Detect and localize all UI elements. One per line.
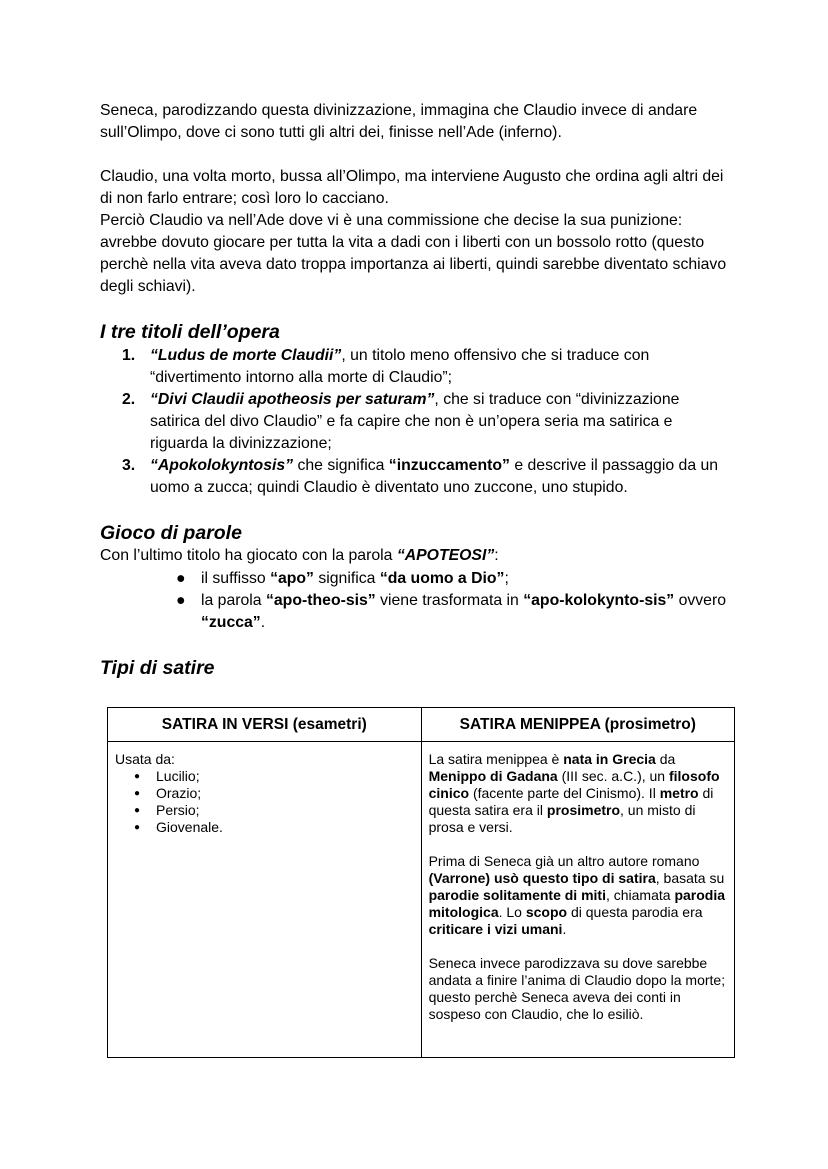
authors-list xyxy=(115,768,414,836)
intro-paragraph-2: Claudio, una volta morto, bussa all’Olimpo, ma interviene Augusto che ordina agli altri dei di non farlo entrare; così loro lo cacciano. xyxy=(100,168,724,207)
satire-types-heading: Tipi di satire xyxy=(100,657,215,679)
column-header-menippean: SATIRA MENIPPEA (prosimetro) xyxy=(421,708,734,742)
table-row xyxy=(108,742,735,1058)
list-item: ● Orazio; xyxy=(115,785,414,802)
title-name: “Divi Claudii apotheosis per saturam” xyxy=(150,391,435,408)
verse-satire-cell xyxy=(108,742,422,1058)
intro-paragraph-1: Seneca, parodizzando questa divinizzazione, immagina che Claudio invece di andare sull’Olimpo, dove ci sono tutti gli altri dei, finisse nell’Ade (inferno). xyxy=(100,102,698,141)
intro-paragraph-3: Perciò Claudio va nell’Ade dove vi è una commissione che decise la sua punizione: avrebbe dovuto giocare per tutta la vita a dadi con i liberti con un bossolo rotto (questo perchè nella vita aveva dato troppa importanza ai liberti, quindi sarebbe diventato schiavo degli schiavi). xyxy=(100,212,727,295)
wordplay-intro: Con l’ultimo titolo ha giocato con la parola “APOTEOSI”: xyxy=(100,547,499,564)
used-by-label: Usata da: xyxy=(115,751,175,767)
menippean-paragraph-1: La satira menippea è nata in Grecia da Menippo di Gadana (III sec. a.C.), un filosofo cinico (facente parte del Cinismo). Il metro di questa satira era il prosimetro, un misto di prosa e versi. xyxy=(428,751,720,835)
title-name: “Ludus de morte Claudii” xyxy=(150,347,342,364)
list-item: ● Lucilio; xyxy=(115,768,414,785)
list-item: ● Persio; xyxy=(115,802,414,819)
title-name: “Apokolokyntosis” xyxy=(150,457,294,474)
list-item: ● Giovenale. xyxy=(115,819,414,836)
satire-comparison-table xyxy=(107,707,735,1058)
item-text: “Ludus de morte Claudii”, un titolo meno offensivo che si traduce con “divertimento intorno alla morte di Claudio”; xyxy=(150,347,650,386)
table-header-row xyxy=(108,708,735,742)
column-header-verse: SATIRA IN VERSI (esametri) xyxy=(108,708,422,742)
item-text: “Divi Claudii apotheosis per saturam”, che si traduce con “divinizzazione satirica del divo Claudio” e fa capire che non è un’opera seria ma satirica e riguarda la divinizzazione; xyxy=(150,391,680,452)
menippean-paragraph-2: Prima di Seneca già un altro autore romano (Varrone) usò questo tipo di satira, basata su parodie solitamente di miti, chiamata parodia mitologica. Lo scopo di questa parodia era criticare i vizi umani. xyxy=(428,853,726,937)
menippean-satire-cell xyxy=(421,742,734,1058)
bullet-icon: ● xyxy=(176,570,186,587)
item-text: “Apokolokyntosis” che significa “inzuccamento” e descrive il passaggio da un uomo a zucca; quindi Claudio è diventato uno zuccone, uno stupido. xyxy=(150,457,719,496)
wordplay-heading: Gioco di parole xyxy=(100,522,242,544)
document-page: Seneca, parodizzando questa divinizzazione, immagina che Claudio invece di andare sull’Olimpo, dove ci sono tutti gli altri dei, finisse nell’Ade (inferno). Claudio, una volta morto, bussa all’Olimpo, ma interviene Augusto che ordina agli altri dei di non farlo entrare; così loro lo cacciano. Perciò Claudio va nell’Ade dove vi è una commissione che decise la sua punizione: avrebbe dovuto giocare per tutta la vita a dadi con i liberti con un bossolo rotto (questo perchè nella vita aveva dato troppa importanza ai liberti, quindi sarebbe diventato schiavo degli schiavi). I tre titoli dell’opera 1. “Ludus de morte Claudii”, un titolo meno offensivo che si traduce con “divertimento intorno alla morte di Claudio”; 2. “Divi Claudii apotheosis per saturam”, che si traduce con “divinizzazione satirica del divo Claudio” e fa capire che non è un’opera seria ma satirica e riguarda la divinizzazione; 3. “Apokolokyntosis” che significa “inzuccamento” e descrive il passaggio da un uomo a zucca; quindi Claudio è diventato uno zuccone, uno stupido. Gioco di parole Con l’ultimo titolo ha giocato con la parola “APOTEOSI”: ● il suffisso “apo” significa “da uomo a Dio”; ● la parola “apo-theo-sis” viene trasformata in “apo-kolokynto-sis” ovvero “zucca”. Tipi di satire SATIRA IN VERSI (esametri) SATIRA MENIPPEA (prosimetro) Usata da: ● Lucilio; ● Orazio; ● Persio; ● Giovenale. La satira menippea è nata in Grecia da Menippo di Gadana (III sec. a.C.), un filosofo cinico (facente parte del Cinismo). Il metro di questa satira era il prosimetro, un misto di prosa e versi. Prima di Seneca già un altro autore romano (Varrone) usò questo tipo di satira, basata su parodie solitamente di miti, chiamata parodia mitologica. Lo scopo di questa parodia era criticare i vizi umani. Seneca invece parodizzava su dove sarebbe andata a finire l’anima di Claudio dopo la morte; questo perchè Seneca aveva dei conti in sospeso con Claudio, che lo esiliò. xyxy=(0,0,828,1169)
menippean-paragraph-3: Seneca invece parodizzava su dove sarebbe andata a finire l’anima di Claudio dopo la morte; questo perchè Seneca aveva dei conti in sospeso con Claudio, che lo esiliò. xyxy=(428,955,726,1022)
item-number: 2. xyxy=(122,391,136,408)
titles-heading: I tre titoli dell’opera xyxy=(100,321,280,343)
item-number: 1. xyxy=(122,347,136,364)
item-number: 3. xyxy=(122,457,136,474)
bullet-icon: ● xyxy=(176,592,186,609)
